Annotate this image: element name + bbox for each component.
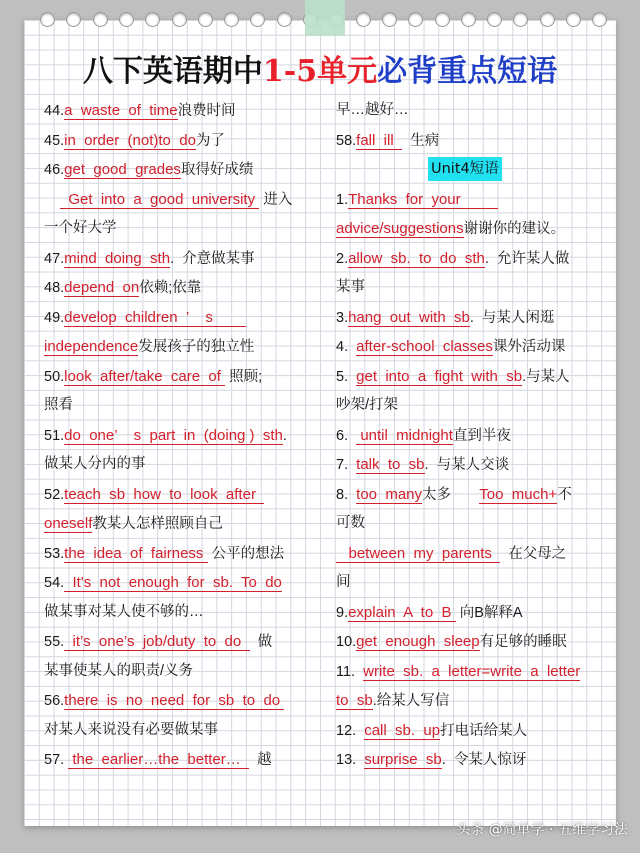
text-line [44, 657, 314, 687]
english-phrase: Thanks for your [348, 190, 499, 208]
text-line [44, 273, 314, 303]
english-phrase: there is no need for sb to do [64, 692, 285, 709]
english-phrase: oneself [44, 515, 93, 532]
text-line [336, 627, 601, 657]
text-line [336, 126, 601, 156]
chinese-text: .给某人写信 [372, 693, 450, 709]
binder-ring [250, 12, 265, 27]
text-line [336, 450, 601, 480]
chinese-text: 打电话给某人 [440, 722, 528, 739]
text-line [336, 214, 601, 244]
chinese-text: 50. [44, 368, 65, 385]
english-phrase: a waste of time [64, 102, 178, 119]
chinese-text: 53. [44, 545, 65, 562]
chinese-text: 一个好大学 [44, 220, 117, 236]
chinese-text: 课外活动课 [492, 339, 566, 355]
text-line [336, 391, 601, 421]
text-line [44, 598, 314, 628]
chinese-text: 照顾; [225, 368, 263, 385]
chinese-text: 可数 [336, 515, 365, 531]
chinese-text: 57. [44, 752, 69, 768]
english-phrase: Too much+ [479, 485, 558, 503]
english-phrase: between my parents [336, 544, 501, 562]
text-line [336, 568, 601, 598]
chinese-text: 直到半夜 [452, 427, 511, 444]
binder-ring [566, 12, 581, 27]
chinese-text: 5. [336, 368, 357, 385]
chinese-text: 3. [336, 309, 349, 326]
chinese-text: . 允许某人做 [484, 250, 570, 267]
text-line [336, 598, 601, 628]
chinese-text: 11. [336, 663, 364, 680]
chinese-text: 谢谢你的建议。 [463, 221, 566, 237]
chinese-text: 依赖;依靠 [139, 280, 202, 296]
text-line [336, 332, 601, 362]
chinese-text: 46. [44, 162, 65, 178]
chinese-text: . 介意做某事 [170, 250, 255, 267]
chinese-text: 吵架/打架 [336, 397, 399, 413]
chinese-text: . 令某人惊讶 [441, 752, 527, 768]
binder-ring [277, 12, 292, 27]
text-line [44, 509, 314, 539]
title-part1: 八下英语期中 [82, 54, 263, 89]
title-part2: 1-5单元 [262, 54, 378, 89]
english-phrase: to sb [336, 692, 373, 709]
chinese-text: 10. [336, 634, 357, 650]
binder-ring [119, 12, 134, 27]
text-line [44, 303, 314, 333]
chinese-text: 做 [249, 634, 273, 650]
binder-ring [461, 12, 476, 27]
text-line [44, 155, 314, 185]
chinese-text: . [282, 427, 287, 444]
chinese-text: 教某人怎样照顾自己 [92, 516, 223, 532]
chinese-text: 52. [44, 486, 65, 503]
text-line [336, 686, 601, 716]
english-phrase: surprise sb [364, 751, 442, 768]
chinese-text: 45. [44, 132, 65, 149]
binder-ring [145, 12, 160, 27]
text-line [336, 421, 601, 451]
binder-ring [408, 12, 423, 27]
english-phrase: hang out with sb [348, 308, 470, 326]
watermark: 头条 @简单学 · 五维学习法 [456, 822, 628, 838]
chinese-text: . 与某人交谈 [424, 457, 510, 473]
english-phrase: mind doing sth [64, 249, 171, 267]
english-phrase: the earlier…the better… [68, 751, 250, 768]
title-part3: 必背重点短语 [377, 54, 558, 89]
english-phrase: It's not enough for sb. To do [64, 574, 282, 591]
chinese-text: . 与某人闲逛 [469, 309, 555, 326]
chinese-text: 44. [44, 103, 65, 119]
english-phrase: in order (not)to do [64, 131, 196, 149]
english-phrase: until midnight [356, 426, 453, 444]
chinese-text: 生病 [402, 132, 440, 149]
english-phrase: fall ill [356, 131, 403, 149]
chinese-text: 4. [336, 339, 357, 355]
english-phrase: get enough sleep [356, 633, 480, 650]
chinese-text: 9. [336, 604, 349, 621]
english-phrase: call sb. up [364, 721, 441, 739]
english-phrase: depend on [64, 279, 140, 296]
chinese-text: 12. [336, 722, 365, 739]
chinese-text: 56. [44, 693, 65, 709]
text-line [44, 627, 314, 657]
chinese-text: 49. [44, 309, 65, 326]
chinese-text: 6. [336, 427, 357, 444]
text-line [44, 568, 314, 598]
text-line [336, 185, 601, 215]
text-line [44, 126, 314, 156]
english-phrase: look after/take care of [64, 367, 226, 385]
chinese-text: 进入 [259, 191, 293, 208]
chinese-text: 2. [336, 250, 349, 267]
chinese-text: 有足够的睡眠 [479, 634, 567, 650]
english-phrase: get good grades [64, 161, 181, 178]
chinese-text: 47. [44, 250, 65, 267]
text-line [44, 362, 314, 392]
text-line [336, 716, 601, 746]
binder-ring [40, 12, 55, 27]
chinese-text: 1. [336, 191, 349, 208]
chinese-text: 7. [336, 457, 357, 473]
chinese-text: 早…越好… [336, 102, 409, 118]
english-phrase: the idea of fairness [64, 544, 208, 562]
binder-ring [435, 12, 450, 27]
chinese-text: 不 [557, 486, 572, 503]
chinese-text: 48. [44, 280, 65, 296]
binder-ring [198, 12, 213, 27]
english-phrase: after-school classes [356, 338, 493, 355]
chinese-text: 某事 [336, 279, 365, 295]
text-line [44, 96, 314, 126]
text-line [44, 244, 314, 274]
binder-ring [224, 12, 239, 27]
binder-ring [513, 12, 528, 27]
right-column [336, 96, 601, 775]
chinese-text: 公平的想法 [207, 545, 285, 562]
english-phrase: teach sb how to look after [64, 485, 265, 503]
text-line [336, 155, 601, 185]
text-line [44, 716, 314, 746]
english-phrase: develop children ’ s [64, 308, 247, 326]
chinese-text: 取得好成绩 [180, 162, 254, 178]
english-phrase: allow sb. to do sth [348, 249, 485, 267]
chinese-text: 对某人来说没有必要做某事 [44, 721, 218, 738]
text-line [336, 480, 601, 510]
english-phrase: Get into a good university [60, 190, 260, 208]
chinese-text: 做某人分内的事 [44, 456, 146, 472]
binder-ring [93, 12, 108, 27]
chinese-text: 某事使某人的职责/义务 [44, 662, 194, 679]
text-line [336, 273, 601, 303]
text-line [44, 391, 314, 421]
english-phrase: write sb. a letter=write a letter [363, 662, 581, 680]
english-phrase: independence [44, 338, 139, 355]
text-line [336, 362, 601, 392]
text-line [336, 244, 601, 274]
chinese-text: 向B解释A [455, 604, 523, 621]
english-phrase: get into a fight with sb [356, 367, 523, 385]
chinese-text: 越 [249, 752, 272, 768]
chinese-text: 54. [44, 575, 65, 591]
text-line [336, 303, 601, 333]
chinese-text: 55. [44, 634, 65, 650]
binder-ring [356, 12, 371, 27]
text-line [44, 745, 314, 775]
chinese-text: 为了 [195, 132, 225, 149]
page-title [0, 46, 640, 90]
chinese-text: 太多 [422, 486, 480, 503]
chinese-text: 发展孩子的独立性 [138, 339, 255, 355]
chinese-text: 间 [336, 574, 351, 590]
chinese-text: 做某事对某人使不够的… [44, 603, 204, 620]
chinese-text: 13. [336, 752, 365, 768]
green-tab [305, 0, 345, 36]
text-line [336, 657, 601, 687]
chinese-text: 58. [336, 132, 357, 149]
text-line [44, 421, 314, 451]
english-phrase: explain A to B [348, 603, 456, 621]
chinese-text: 在父母之 [500, 545, 567, 562]
binder-ring [487, 12, 502, 27]
text-line [336, 745, 601, 775]
binder-ring [540, 12, 555, 27]
text-line [336, 96, 601, 126]
text-line [44, 185, 314, 215]
english-phrase: talk to sb [356, 456, 425, 473]
english-phrase: it’s one’s job/duty to do [64, 633, 250, 650]
english-phrase: do one’ s part in (doing ) sth [64, 426, 283, 444]
text-line [44, 450, 314, 480]
text-line [44, 480, 314, 510]
chinese-text: 8. [336, 486, 357, 503]
text-line [336, 539, 601, 569]
binder-ring [382, 12, 397, 27]
chinese-text: 51. [44, 427, 65, 444]
chinese-text: .与某人 [522, 368, 570, 385]
unit-badge: Unit4短语 [428, 157, 502, 181]
text-line [44, 214, 314, 244]
text-line [336, 509, 601, 539]
binder-ring [66, 12, 81, 27]
chinese-text: 浪费时间 [177, 103, 236, 119]
left-column [44, 96, 314, 775]
binder-ring [172, 12, 187, 27]
text-line [44, 539, 314, 569]
text-line [44, 686, 314, 716]
binder-ring [592, 12, 607, 27]
chinese-text: 照看 [44, 397, 73, 413]
text-line [44, 332, 314, 362]
english-phrase: advice/suggestions [336, 220, 464, 237]
english-phrase: too many [356, 485, 423, 503]
